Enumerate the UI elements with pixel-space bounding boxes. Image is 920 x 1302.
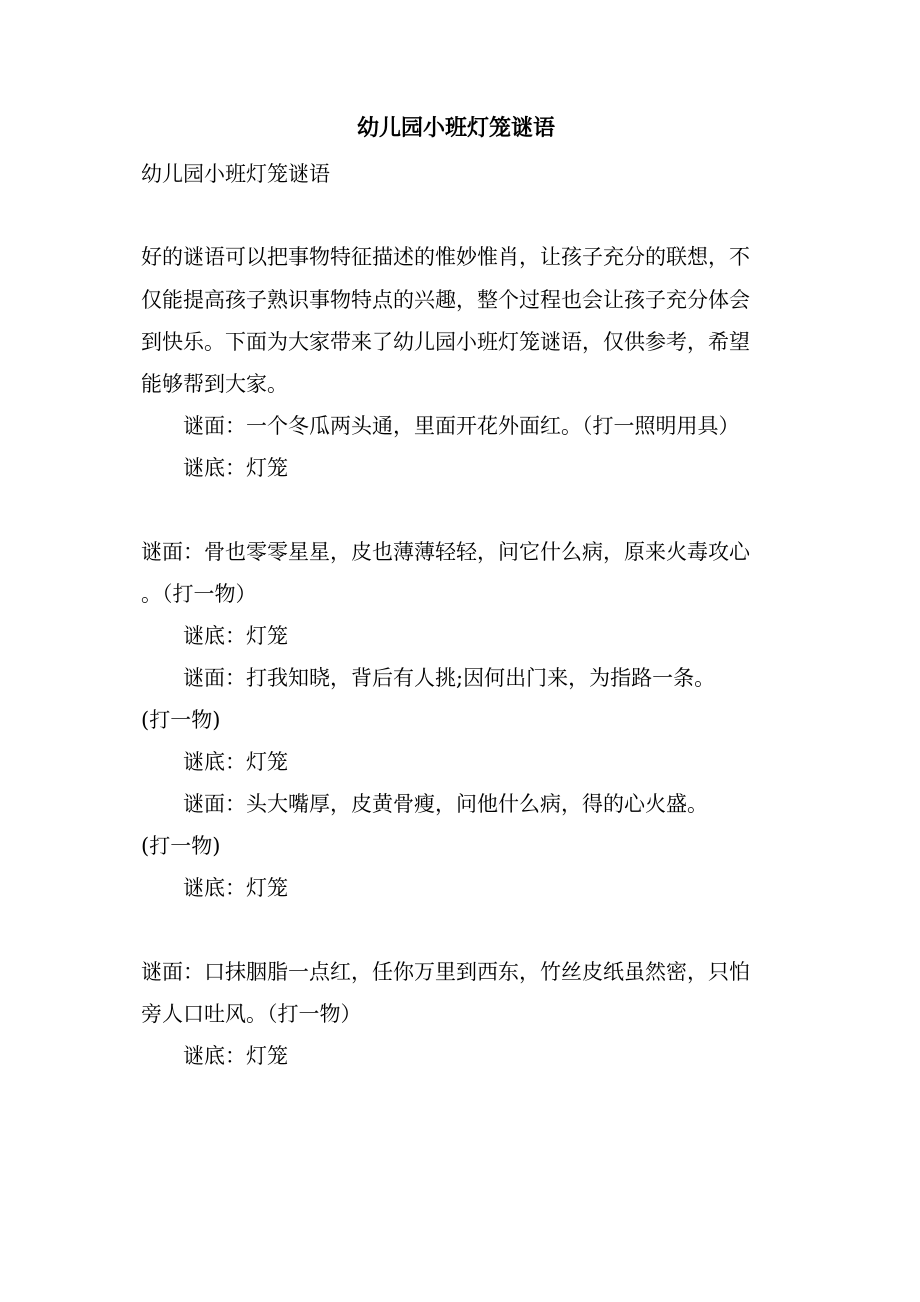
riddle-3-question-line-1: 谜面：打我知晓，背后有人挑;因何出门来，为指路一条。 [183, 666, 716, 690]
riddle-2-question-line-2: 。（打一物） [141, 582, 257, 606]
intro-line-2: 仅能提高孩子熟识事物特点的兴趣，整个过程也会让孩子充分体会 [141, 288, 750, 312]
riddle-1-question: 谜面：一个冬瓜两头通，里面开花外面红。（打一照明用具） [183, 414, 740, 438]
riddle-2-answer: 谜底：灯笼 [183, 624, 288, 648]
document-title: 幼儿园小班灯笼谜语 [356, 115, 555, 141]
riddle-4-question-line-1: 谜面：头大嘴厚，皮黄骨瘦，问他什么病，得的心火盛。 [183, 792, 708, 816]
riddle-5-question-line-1: 谜面：口抹胭脂一点红，任你万里到西东，竹丝皮纸虽然密，只怕 [141, 960, 750, 984]
riddle-5-question-line-2: 旁人口吐风。（打一物） [141, 1002, 362, 1026]
intro-line-1: 好的谜语可以把事物特征描述的惟妙惟肖，让孩子充分的联想，不 [141, 245, 750, 269]
riddle-4-answer: 谜底：灯笼 [183, 876, 288, 900]
riddle-4-question-line-2: (打一物) [141, 834, 221, 858]
riddle-3-answer: 谜底：灯笼 [183, 750, 288, 774]
intro-line-3: 到快乐。下面为大家带来了幼儿园小班灯笼谜语，仅供参考，希望 [141, 330, 750, 354]
riddle-3-question-line-2: (打一物) [141, 708, 221, 732]
riddle-5-answer: 谜底：灯笼 [183, 1044, 288, 1068]
intro-line-4: 能够帮到大家。 [141, 372, 288, 396]
riddle-2-question-line-1: 谜面：骨也零零星星，皮也薄薄轻轻，问它什么病，原来火毒攻心 [141, 540, 750, 564]
subtitle: 幼儿园小班灯笼谜语 [141, 162, 330, 186]
riddle-1-answer: 谜底：灯笼 [183, 456, 288, 480]
